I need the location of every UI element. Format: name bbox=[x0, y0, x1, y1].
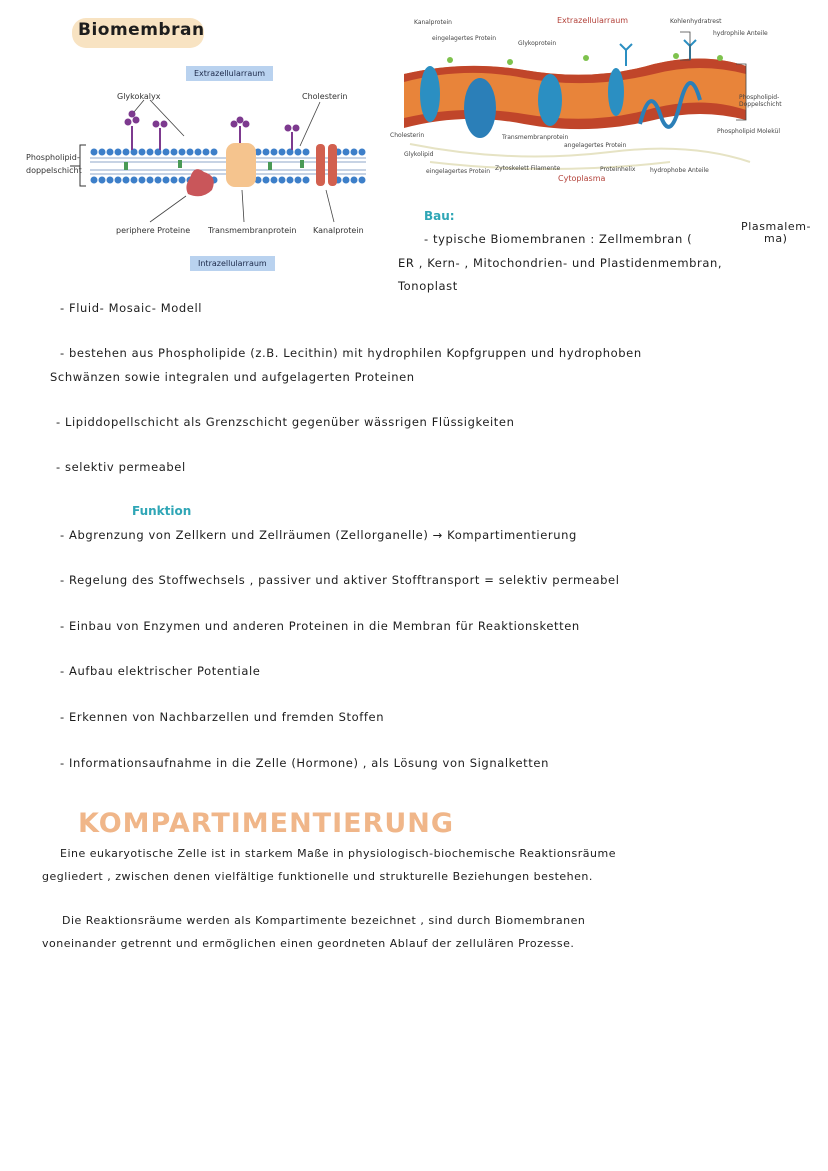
bau-line-3: Tonoplast bbox=[398, 279, 458, 293]
rd-kanalprotein: Kanalprotein bbox=[414, 19, 452, 26]
kompartimentierung-title: KOMPARTIMENTIERUNG bbox=[78, 808, 455, 839]
extracellular-tag: Extrazellularraum bbox=[186, 66, 273, 81]
funktion-item-3: - Einbau von Enzymen und anderen Proteinen in die Membran für Reaktionsketten bbox=[60, 619, 580, 633]
rd-hydrophobe-anteile: hydrophobe Anteile bbox=[650, 167, 709, 174]
channel-protein-left bbox=[316, 144, 325, 186]
rd-angelagertes-protein: angelagertes Protein bbox=[564, 142, 627, 149]
rd-hydrophile-anteile: hydrophile Anteile bbox=[713, 30, 768, 37]
bilayer-label-2: doppelschicht bbox=[26, 166, 82, 175]
channel-protein-right bbox=[328, 144, 337, 186]
kompart-para1-line1: Eine eukaryotische Zelle ist in starkem Maße in physiologisch-biochemische Reaktionsräume bbox=[60, 847, 616, 860]
bau-line-1: - typische Biomembranen : Zellmembran ( bbox=[424, 232, 693, 246]
rd-proteinhelix: Proteinhelix bbox=[600, 166, 636, 173]
peripheral-protein-label: periphere Proteine bbox=[116, 226, 191, 235]
bilayer-label-1: Phospholipid- bbox=[26, 153, 80, 162]
note-5: - selektiv permeabel bbox=[56, 460, 186, 474]
rd-transmembranprotein: Transmembranprotein bbox=[502, 134, 569, 141]
kompart-para2-line1: Die Reaktionsräume werden als Kompartimente bezeichnet , sind durch Biomembranen bbox=[62, 914, 586, 927]
rd-extracellular: Extrazellularraum bbox=[557, 16, 629, 25]
bau-heading: Bau: bbox=[424, 209, 455, 223]
kompart-para1-line2: gegliedert , zwischen denen vielfältige funktionelle und strukturelle Beziehungen bestehen. bbox=[42, 870, 593, 883]
rd-glykolipid: Glykolipid bbox=[404, 151, 434, 158]
rd-zytoskelett: Zytoskelett Filamente bbox=[495, 165, 561, 172]
intracellular-tag: Intrazellularraum bbox=[190, 256, 275, 271]
rd-kohlenhydratrest: Kohlenhydratrest bbox=[670, 18, 722, 25]
note-4: - Lipiddopellschicht als Grenzschicht gegenüber wässrigen Flüssigkeiten bbox=[56, 415, 515, 429]
note-3: Schwänzen sowie integralen und aufgelagerten Proteinen bbox=[50, 370, 415, 384]
glycocalyx-label: Glykokalyx bbox=[117, 92, 161, 101]
funktion-item-1: - Abgrenzung von Zellkern und Zellräumen (Zellorganelle) → Kompartimentierung bbox=[60, 528, 577, 542]
transmembrane-protein bbox=[226, 143, 256, 187]
kompart-para2-line2: voneinander getrennt und ermöglichen einen geordneten Ablauf der zellulären Prozesse. bbox=[42, 937, 575, 950]
rd-cholesterin: Cholesterin bbox=[390, 132, 425, 139]
channel-protein-label: Kanalprotein bbox=[313, 226, 364, 235]
rd-phospholipid-doppelschicht: Phospholipid-Doppelschicht bbox=[739, 94, 782, 108]
transmembrane-protein-label: Transmembranprotein bbox=[208, 226, 297, 235]
rd-glykoprotein: Glykoprotein bbox=[518, 40, 557, 47]
rd-eingelagertes-protein-bottom: eingelagertes Protein bbox=[426, 168, 491, 175]
funktion-item-2: - Regelung des Stoffwechsels , passiver und aktiver Stofftransport = selektiv permeabel bbox=[60, 573, 620, 587]
cholesterol-label: Cholesterin bbox=[302, 92, 348, 101]
rd-eingelagertes-protein-top: eingelagertes Protein bbox=[432, 35, 497, 42]
funktion-item-5: - Erkennen von Nachbarzellen und fremden Stoffen bbox=[60, 710, 385, 724]
rd-cytoplasm: Cytoplasma bbox=[558, 174, 606, 183]
page-title: Biomembran bbox=[78, 20, 205, 40]
bau-line-2: ER , Kern- , Mitochondrien- und Plastidenmembran, bbox=[398, 256, 723, 270]
bau-line-1-b: Plasmalem- bbox=[741, 220, 812, 233]
note-1: - Fluid- Mosaic- Modell bbox=[60, 301, 203, 315]
funktion-item-6: - Informationsaufnahme in die Zelle (Hormone) , als Lösung von Signalketten bbox=[60, 756, 549, 770]
bau-line-1-c: ma) bbox=[764, 232, 788, 245]
rd-phospholipid-molekuel: Phospholipid Molekül bbox=[717, 128, 780, 135]
funktion-heading: Funktion bbox=[132, 504, 192, 518]
funktion-item-4: - Aufbau elektrischer Potentiale bbox=[60, 664, 261, 678]
note-2: - bestehen aus Phospholipide (z.B. Lecithin) mit hydrophilen Kopfgruppen und hydrophoben bbox=[60, 346, 642, 360]
